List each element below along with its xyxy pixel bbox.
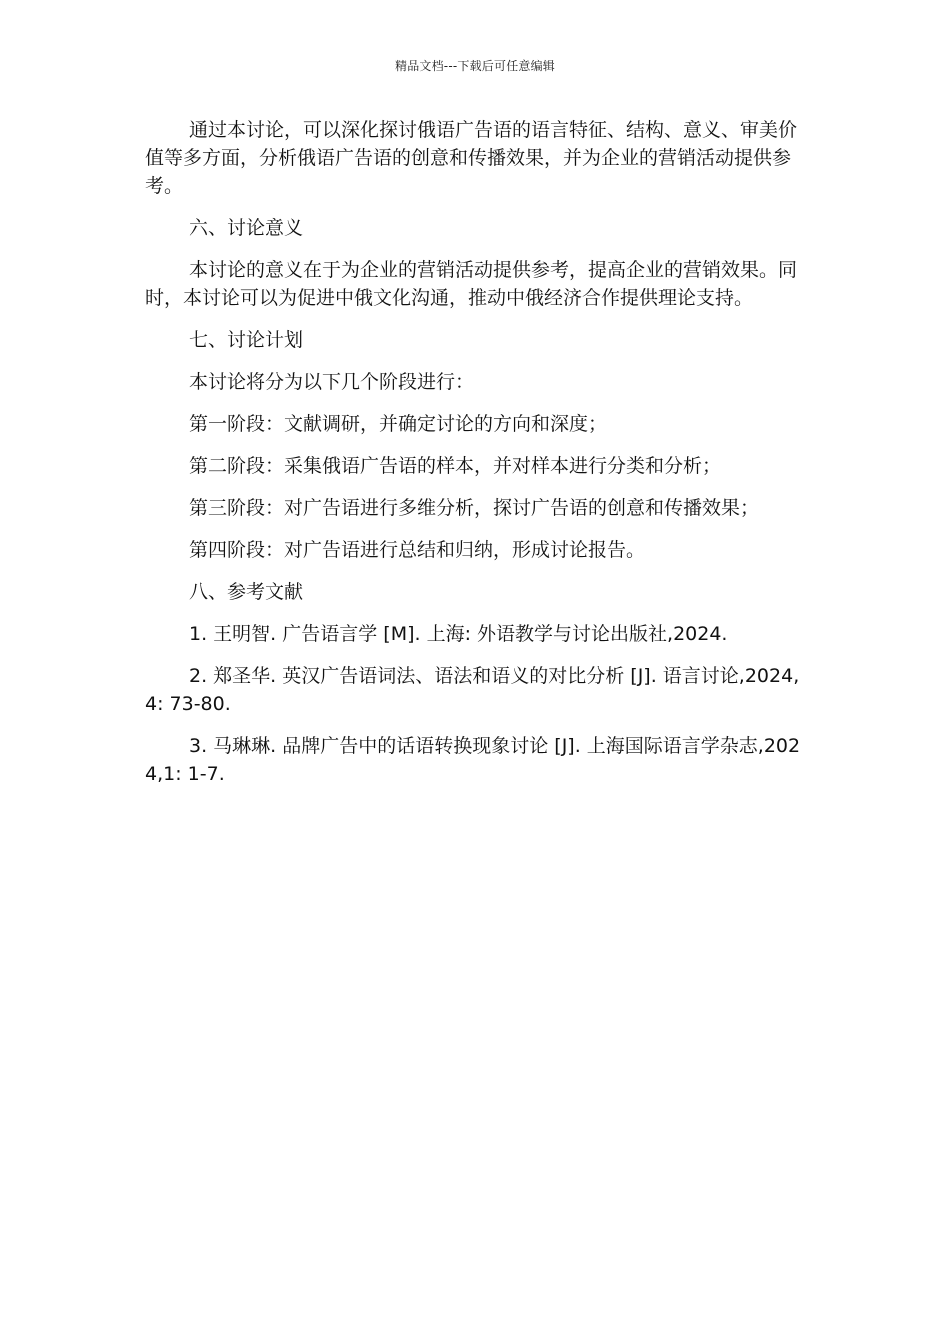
plan-intro: 本讨论将分为以下几个阶段进行： xyxy=(189,371,475,393)
section-heading-references: 八、参考文献 xyxy=(189,581,304,603)
plan-stage-4: 第四阶段：对广告语进行总结和归纳，形成讨论报告。 xyxy=(189,539,646,561)
plan-stage-3: 第三阶段：对广告语进行多维分析，探讨广告语的创意和传播效果； xyxy=(189,497,760,519)
significance-paragraph: 本讨论的意义在于为企业的营销活动提供参考，提高企业的营销效果。同时，本讨论可以为促进中俄文化沟通，推动中俄经济合作提供理论支持。 xyxy=(145,259,798,309)
page-header: 精品文档---下载后可任意编辑 xyxy=(395,59,555,73)
section-heading-significance: 六、讨论意义 xyxy=(189,217,304,239)
plan-stage-1: 第一阶段：文献调研，并确定讨论的方向和深度； xyxy=(189,413,608,435)
reference-item-3: 3. 马琳琳. 品牌广告中的话语转换现象讨论 [J]. 上海国际语言学杂志,2024,1: 1-7. xyxy=(145,735,801,785)
document-body xyxy=(145,116,805,802)
reference-item-2: 2. 郑圣华. 英汉广告语词法、语法和语义的对比分析 [J]. 语言讨论,2024,4: 73-80. xyxy=(145,665,800,715)
intro-paragraph: 通过本讨论，可以深化探讨俄语广告语的语言特征、结构、意义、审美价值等多方面，分析俄语广告语的创意和传播效果，并为企业的营销活动提供参考。 xyxy=(145,119,798,197)
plan-stage-2: 第二阶段：采集俄语广告语的样本，并对样本进行分类和分析； xyxy=(189,455,722,477)
reference-item-1: 1. 王明智. 广告语言学 [M]. 上海: 外语教学与讨论出版社,2024. xyxy=(189,623,728,645)
section-heading-plan: 七、讨论计划 xyxy=(189,329,304,351)
